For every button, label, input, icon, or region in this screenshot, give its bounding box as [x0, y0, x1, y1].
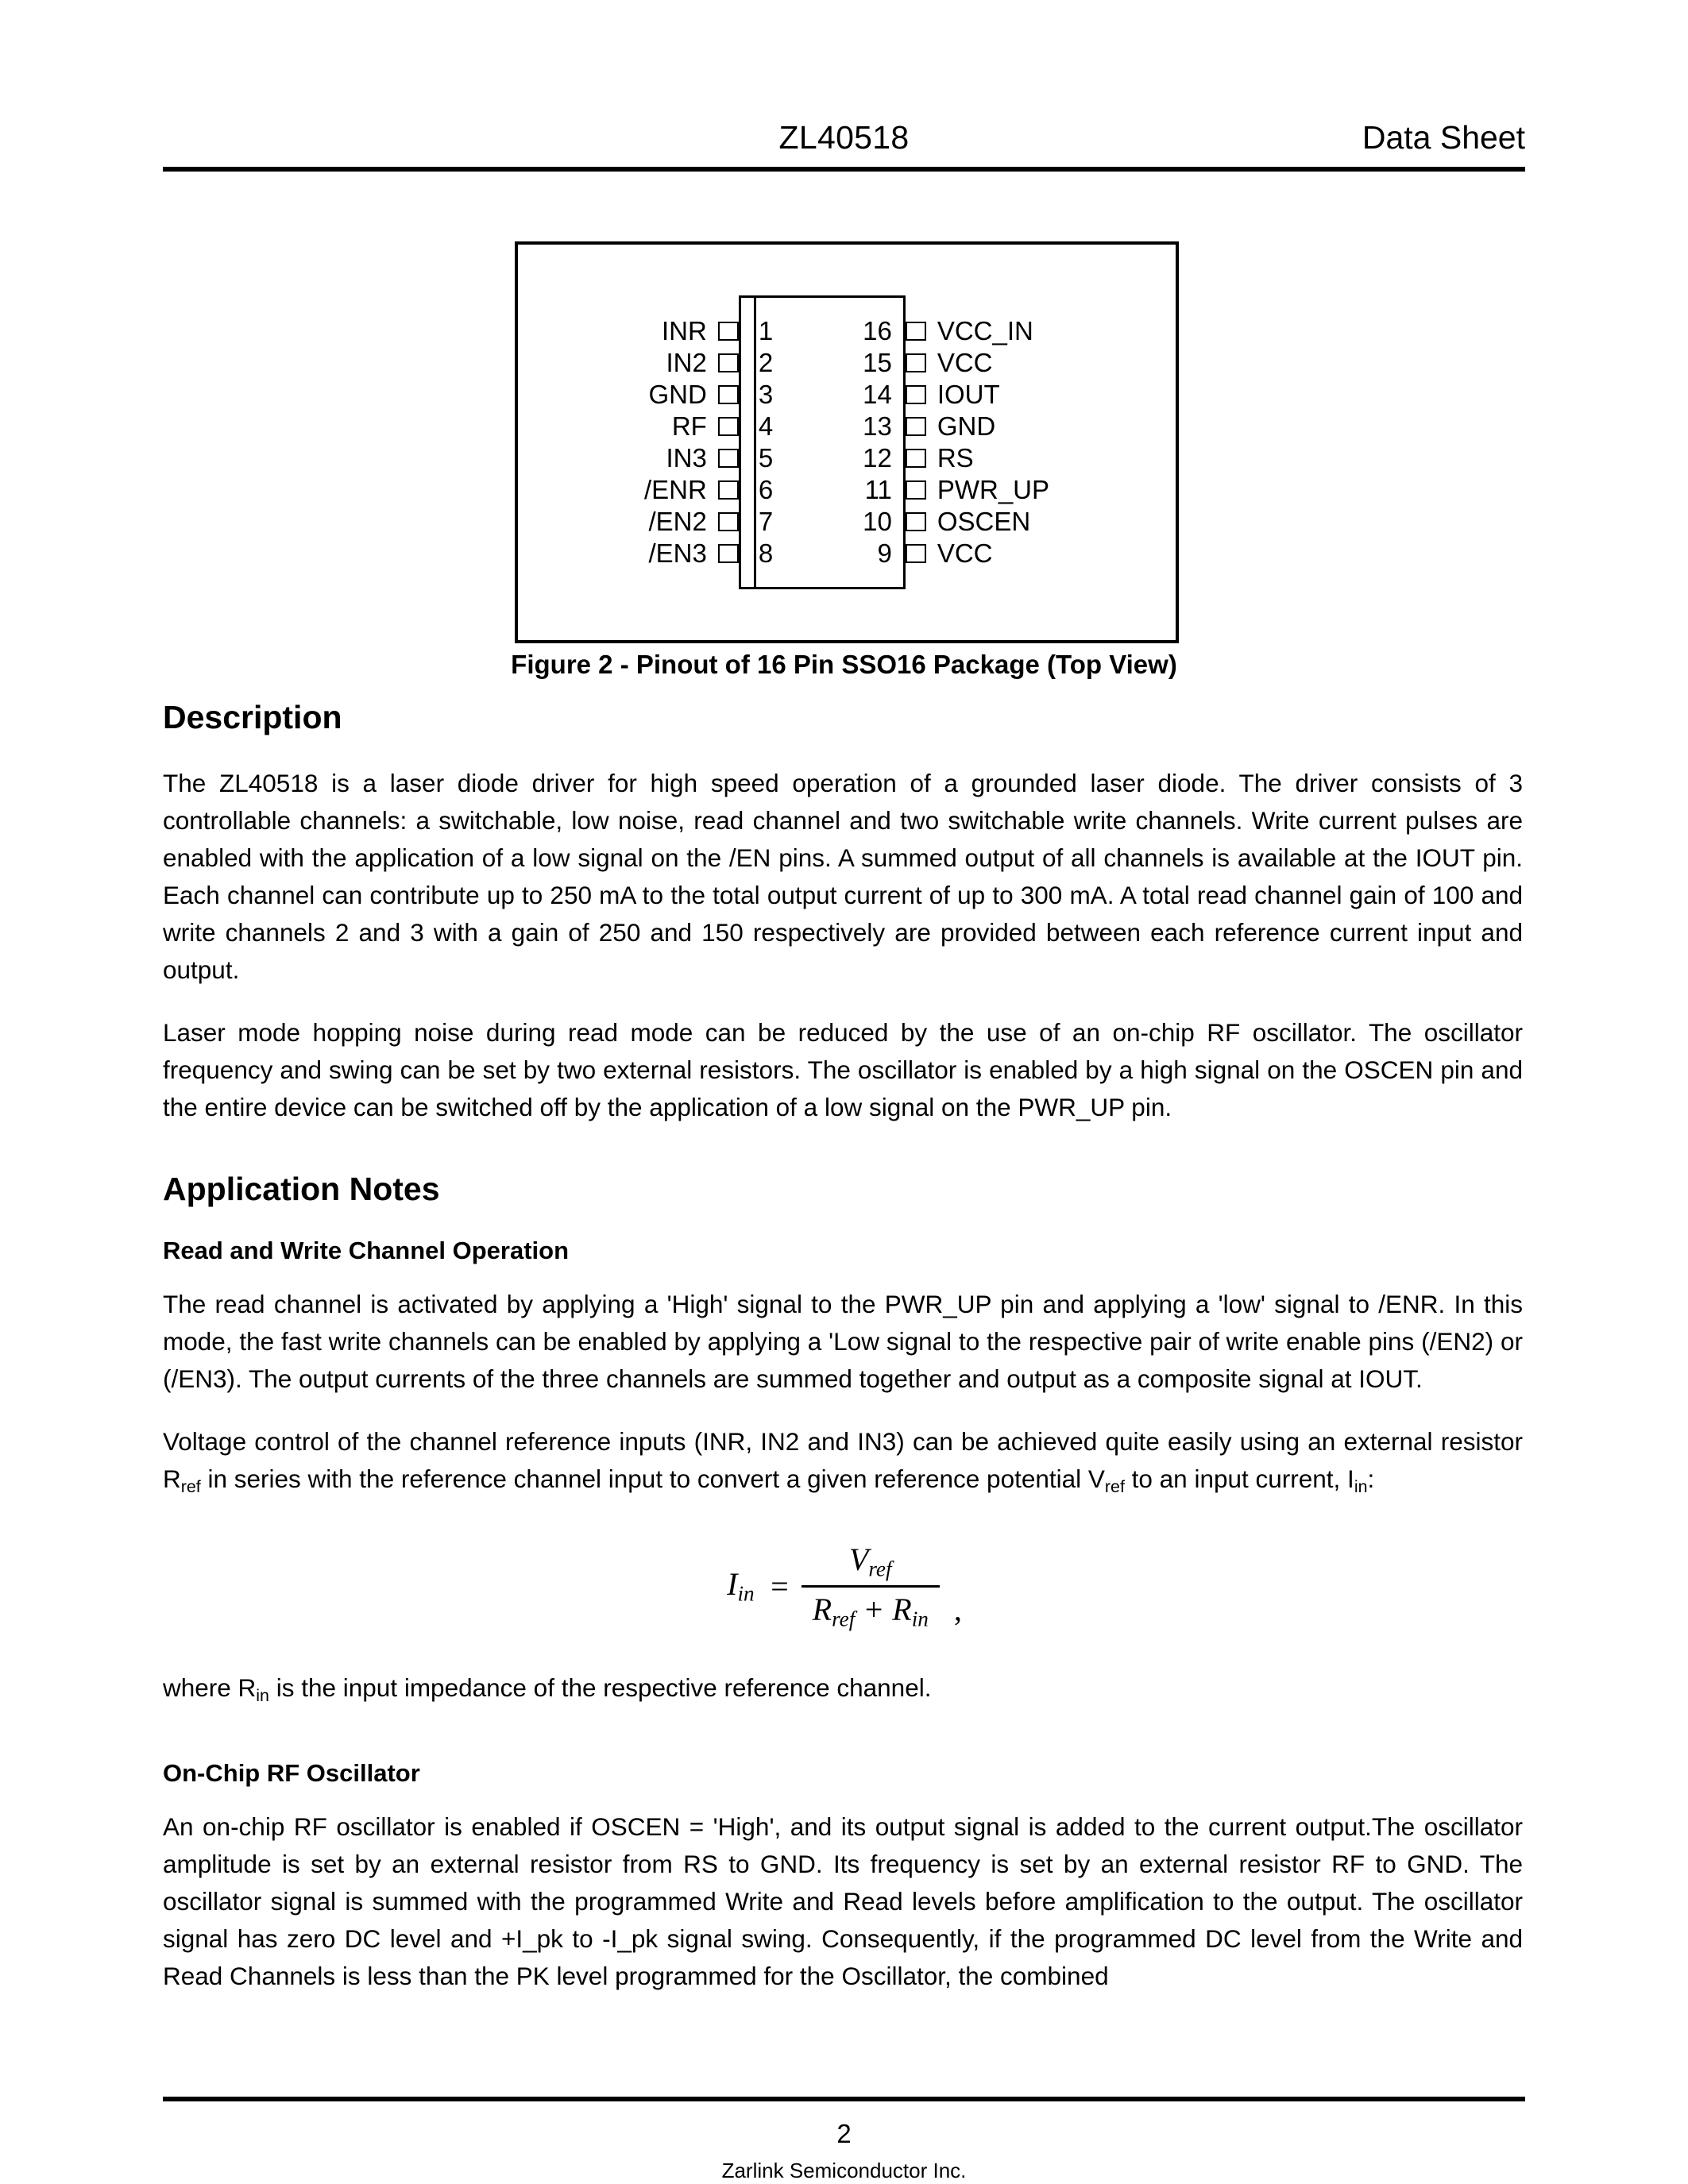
left-pin-labels	[644, 295, 718, 589]
footer-company-name: Zarlink Semiconductor Inc.	[721, 2159, 967, 2182]
pin-number: 11	[864, 475, 892, 504]
pin-label-left: GND	[648, 380, 707, 409]
equation-expression	[724, 1541, 962, 1631]
denominator-var-2: R	[892, 1591, 912, 1627]
subscript-in: in	[1354, 1476, 1368, 1496]
pin-pad-icon	[906, 449, 926, 468]
read-write-paragraph-1: The read channel is activated by applying a 'High' signal to the PWR_UP pin and applying a 'low' signal to /ENR. In this mode, the fast write channels can be enabled by applying a 'Low signal to the respective pair of write enable pins (/EN2) or (/EN3). The output currents of the three channels are summed together and output as a composite signal at IOUT.	[163, 1290, 1523, 1393]
equation-numerator	[838, 1541, 903, 1585]
denominator-plus: +	[863, 1591, 885, 1627]
description-paragraph-1: The ZL40518 is a laser diode driver for high speed operation of a grounded laser diode. The driver consists of 3 controllable channels: a switchable, low noise, read channel and two switchable write channels. Write current pulses are enabled with the application of a low signal on the /EN pins. A summed output of all channels is available at the IOUT pin. Each channel can contribute up to 250 mA to the total output current of up to 300 mA. A total read channel gain of 100 and write channels 2 and 3 with a gain of 250 and 150 respectively are provided between each reference current input and output.	[163, 769, 1523, 984]
read-write-paragraph-3	[163, 1669, 1523, 1715]
footer-divider	[163, 2097, 1525, 2101]
pin-number: 13	[863, 411, 892, 441]
equation-denominator	[802, 1585, 940, 1632]
pin-pad-row	[906, 474, 926, 506]
pin-number: 10	[863, 507, 892, 536]
pin-pad-icon	[718, 544, 739, 563]
right-pin-numbers	[863, 315, 892, 569]
pin-pad-icon	[906, 480, 926, 500]
description-paragraph-2: Laser mode hopping noise during read mode can be reduced by the use of an on-chip RF oscillator. The oscillator frequency and swing can be set by two external resistors. The oscillator is enabled by a high signal on the OSCEN pin and the entire device can be switched off by the application of a low signal on the PWR_UP pin.	[163, 1018, 1523, 1121]
pin-number: 14	[863, 380, 892, 409]
equation-equals-sign: =	[768, 1568, 790, 1604]
pin-label-left: /EN2	[648, 507, 707, 536]
pin-pad-row	[906, 506, 926, 538]
subscript-in: in	[256, 1686, 269, 1706]
pin-pad-row	[906, 347, 926, 379]
pin-pad-row	[906, 315, 926, 347]
pin-number: 6	[758, 475, 774, 504]
pin-pad-icon	[718, 385, 739, 404]
pin-pad-row	[718, 347, 739, 379]
pin-pad-row	[718, 506, 739, 538]
pin-label-right: IOUT	[937, 380, 1000, 409]
pin-number: 16	[863, 316, 892, 345]
pin-label-left: /ENR	[643, 475, 707, 504]
equation-input-current	[163, 1541, 1523, 1631]
pin-number: 3	[758, 380, 774, 409]
pin-label-right: GND	[937, 411, 996, 441]
pin-pad-row	[718, 315, 739, 347]
header-doc-type: Data Sheet	[1362, 119, 1525, 156]
pin-label-left: INR	[661, 316, 707, 345]
para2-segment-1: Voltage control of the channel reference inputs (INR, IN2 and IN3) can be achieved quite easily using an external resistor R	[163, 1427, 1523, 1493]
pin-pad-icon	[906, 322, 926, 341]
figure-caption: Figure 2 - Pinout of 16 Pin SSO16 Package (Top View)	[511, 650, 1177, 679]
subsection-heading-oscillator: On-Chip RF Oscillator	[163, 1759, 420, 1788]
oscillator-paragraph-1: An on-chip RF oscillator is enabled if OSCEN = 'High', and its output signal is added to the current output.The oscillator amplitude is set by an external resistor from RS to GND. Its frequency is set by an external resistor RF to GND. The oscillator signal is summed with the programmed Write and Read levels before amplification to the output. The oscillator signal has zero DC level and +I_pk to -I_pk signal swing. Consequently, if the programmed DC level from the Write and Read Channels is less than the PK level programmed for the Oscillator, the combined	[163, 1812, 1523, 1991]
pin-pad-row	[718, 538, 739, 569]
para2-segment-4: :	[1367, 1464, 1375, 1493]
pin-label-left: RF	[671, 411, 707, 441]
para2-segment-3: to an input current, I	[1124, 1464, 1354, 1493]
pin-pad-icon	[906, 385, 926, 404]
pin-number: 9	[877, 538, 892, 568]
pin-one-marker-line	[754, 295, 756, 589]
pin-pad-row	[906, 538, 926, 569]
right-pin-labels	[926, 295, 1049, 589]
pin-pad-icon	[718, 512, 739, 531]
denominator-var-1: R	[812, 1591, 832, 1627]
pin-label-right: VCC_IN	[937, 316, 1033, 345]
pin-label-right: RS	[937, 443, 974, 473]
footer-page-number: 2	[836, 2119, 852, 2148]
header-part-number: ZL40518	[778, 119, 910, 156]
section-heading-description: Description	[163, 699, 342, 735]
pin-pad-row	[718, 411, 739, 442]
pin-label-left: IN2	[666, 348, 707, 377]
equation-fraction	[802, 1541, 940, 1631]
para3-segment-2: is the input impedance of the respective reference channel.	[268, 1673, 932, 1703]
pin-pad-icon	[906, 353, 926, 372]
equation-lhs	[724, 1565, 757, 1607]
pin-pad-icon	[718, 353, 739, 372]
pin-label-right: PWR_UP	[937, 475, 1050, 504]
pin-number: 1	[758, 316, 774, 345]
pin-label-right: VCC	[937, 348, 993, 377]
numerator-sub: ref	[868, 1557, 892, 1581]
chip-package-body	[739, 295, 906, 589]
pin-pad-row	[906, 379, 926, 411]
pin-label-right: OSCEN	[937, 507, 1031, 536]
pin-pad-icon	[718, 480, 739, 500]
subscript-ref: ref	[180, 1476, 201, 1496]
pin-pad-icon	[906, 417, 926, 436]
equation-trailing-comma: ,	[953, 1592, 962, 1628]
denominator-sub-2: in	[911, 1607, 929, 1631]
page-content	[163, 699, 1523, 1995]
pin-pad-row	[906, 411, 926, 442]
pinout-diagram	[644, 295, 1049, 589]
pin-pad-row	[718, 379, 739, 411]
figure-2-pinout-box	[515, 241, 1179, 643]
pin-pad-row	[718, 442, 739, 474]
pin-number: 7	[758, 507, 774, 536]
equation-lhs-var: I	[727, 1566, 738, 1603]
pin-pad-icon	[906, 544, 926, 563]
header-divider	[163, 167, 1525, 172]
pin-pad-icon	[718, 417, 739, 436]
pin-pad-row	[718, 474, 739, 506]
pin-pad-icon	[906, 512, 926, 531]
equation-lhs-sub: in	[737, 1581, 755, 1606]
para3-segment-1: where R	[163, 1673, 257, 1703]
pin-pad-row	[906, 442, 926, 474]
subsection-heading-read-write: Read and Write Channel Operation	[163, 1237, 570, 1264]
section-heading-application-notes: Application Notes	[163, 1171, 440, 1207]
read-write-paragraph-2	[163, 1423, 1523, 1506]
pin-label-left: IN3	[666, 443, 707, 473]
pin-number: 12	[863, 443, 892, 473]
pin-pad-icon	[718, 449, 739, 468]
right-pin-pads	[906, 295, 926, 589]
left-pin-pads	[718, 295, 739, 589]
pin-number: 4	[758, 411, 774, 441]
left-pin-numbers	[759, 315, 773, 569]
pin-label-left: /EN3	[648, 538, 707, 568]
pin-number: 15	[863, 348, 892, 377]
pin-number: 2	[758, 348, 774, 377]
pin-label-right: VCC	[937, 538, 993, 568]
pin-number: 8	[758, 538, 774, 568]
denominator-sub-1: ref	[832, 1607, 856, 1631]
pin-pad-icon	[718, 322, 739, 341]
numerator-var: V	[848, 1541, 869, 1577]
pin-number: 5	[758, 443, 774, 473]
subscript-ref: ref	[1104, 1476, 1125, 1496]
para2-segment-2: in series with the reference channel input to convert a given reference potential V	[200, 1464, 1105, 1493]
